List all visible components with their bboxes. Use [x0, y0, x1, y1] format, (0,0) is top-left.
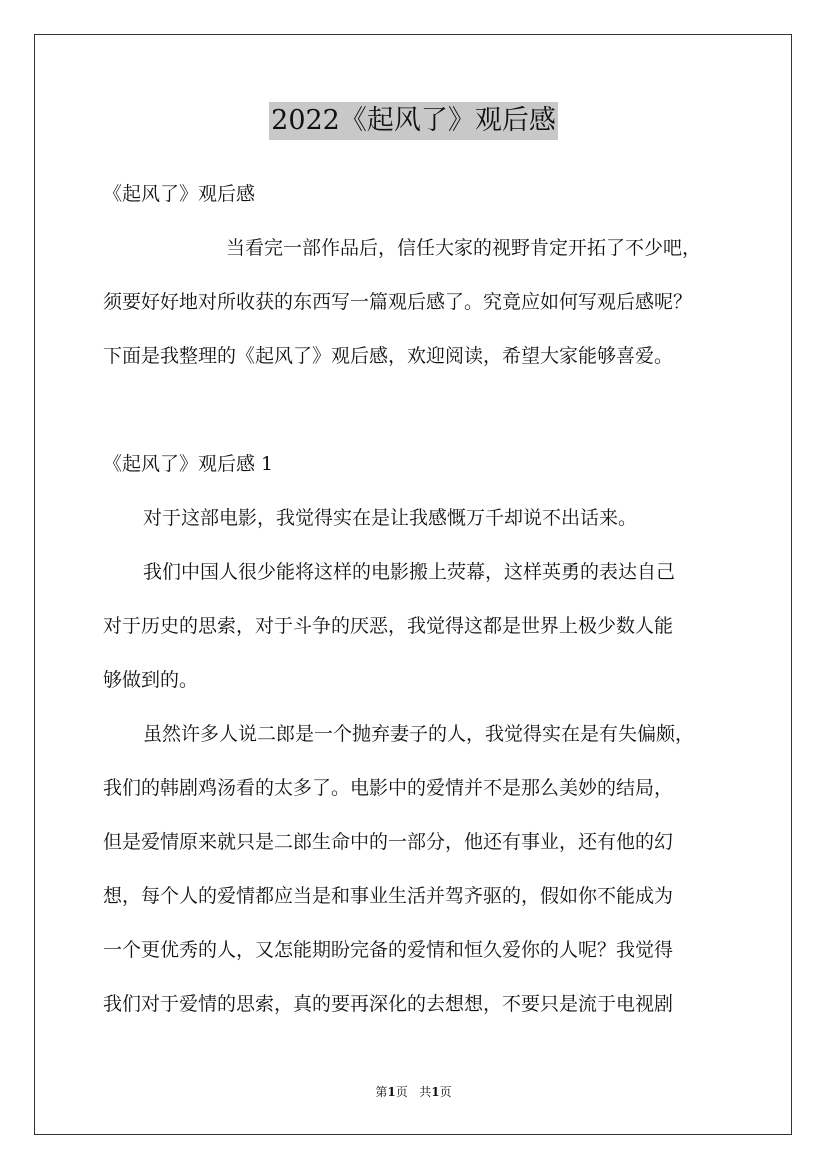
paragraph-line: 对于历史的思索，对于斗争的厌恶，我觉得这都是世界上极少数人能 [103, 615, 674, 637]
paragraph-line: 我们对于爱情的思索，真的要再深化的去想想，不要只是流于电视剧 [103, 993, 674, 1015]
title-wrap [0, 102, 827, 140]
footer-prefix: 第 [375, 1085, 388, 1099]
paragraph-line: 想，每个人的爱情都应当是和事业生活并驾齐驱的，假如你不能成为 [103, 885, 674, 907]
footer-total-prefix: 共 [419, 1085, 432, 1099]
intro-line-1: 当看完一部作品后，信任大家的视野肯定开拓了不少吧， [226, 237, 702, 259]
page-footer [0, 1084, 827, 1100]
paragraph-line: 我们中国人很少能将这样的电影搬上荧幕，这样英勇的表达自己 [143, 561, 676, 583]
intro-line-2: 须要好好地对所收获的东西写一篇观后感了。究竟应如何写观后感呢？ [103, 291, 693, 313]
paragraph-line: 对于这部电影，我觉得实在是让我感慨万千却说不出话来。 [143, 507, 638, 529]
paragraph-line: 但是爱情原来就只是二郎生命中的一部分，他还有事业，还有他的幻 [103, 831, 674, 853]
document-title: 2022《起风了》观后感 [269, 102, 558, 140]
intro-line-3: 下面是我整理的《起风了》观后感，欢迎阅读，希望大家能够喜爱。 [103, 345, 674, 367]
paragraph-line: 够做到的。 [103, 669, 199, 691]
footer-page-unit: 页 [395, 1085, 408, 1099]
paragraph-line: 一个更优秀的人，又怎能期盼完备的爱情和恒久爱你的人呢？我觉得 [103, 939, 674, 961]
footer-total-pages: 1 [431, 1085, 440, 1099]
paragraph-line: 我们的韩剧鸡汤看的太多了。电影中的爱情并不是那么美妙的结局， [103, 777, 674, 799]
paragraph-line: 虽然许多人说二郎是一个抛弃妻子的人，我觉得实在是有失偏颇， [143, 723, 695, 745]
section-heading: 《起风了》观后感 1 [103, 453, 274, 475]
footer-page-number: 1 [387, 1085, 396, 1099]
footer-total-unit: 页 [439, 1085, 452, 1099]
subtitle: 《起风了》观后感 [103, 183, 256, 205]
